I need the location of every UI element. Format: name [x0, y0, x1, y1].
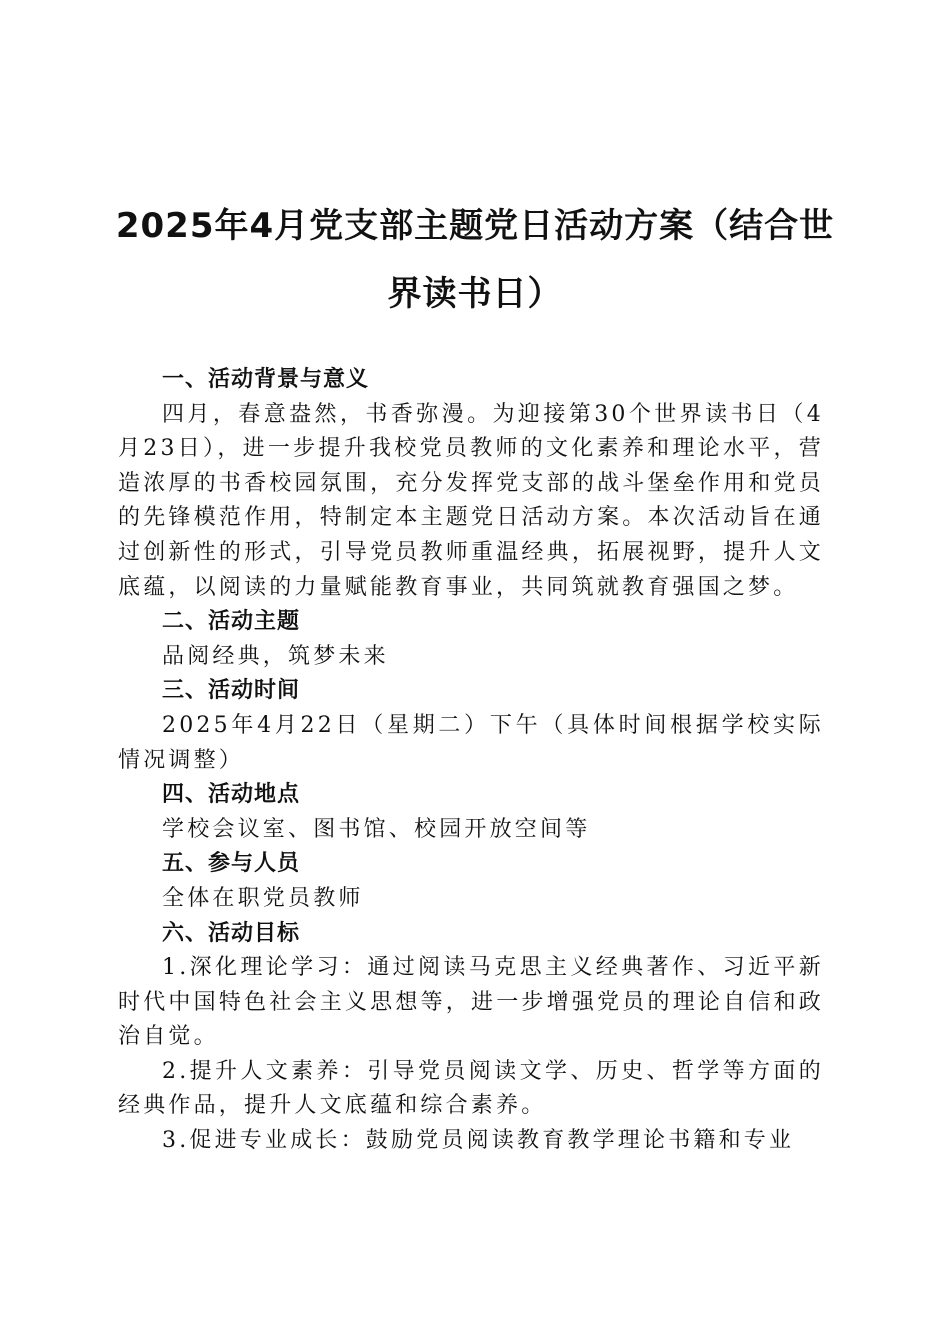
paragraph: 学校会议室、图书馆、校园开放空间等 [162, 816, 591, 842]
section-heading: 四、活动地点 [162, 782, 301, 808]
paragraph: 2.提升人文素养：引导党员阅读文学、历史、哲学等方面的经典作品，提升人文底蕴和综合素养。 [118, 1058, 824, 1119]
section-heading: 二、活动主题 [162, 609, 301, 635]
section-heading: 六、活动目标 [162, 920, 301, 946]
paragraph: 全体在职党员教师 [162, 885, 364, 911]
paragraph: 品阅经典，筑梦未来 [162, 643, 389, 669]
paragraph: 四月，春意盎然，书香弥漫。为迎接第30个世界读书日（4月23日），进一步提升我校党员教师的文化素养和理论水平，营造浓厚的书香校园氛围，充分发挥党支部的战斗堡垒作用和党员的先锋模范作用，特制定本主题党日活动方案。本次活动旨在通过创新性的形式，引导党员教师重温经典，拓展视野，提升人文底蕴，以阅读的力量赋能教育事业，共同筑就教育强国之梦。 [118, 401, 824, 600]
paragraph: 2025年4月22日（星期二）下午（具体时间根据学校实际情况调整） [118, 712, 824, 773]
document-body [118, 363, 824, 1159]
section-heading: 三、活动时间 [162, 678, 301, 704]
section-heading: 一、活动背景与意义 [162, 367, 370, 392]
section-heading: 五、参与人员 [162, 851, 301, 877]
paragraph: 1.深化理论学习：通过阅读马克思主义经典著作、习近平新时代中国特色社会主义思想等，进一步增强党员的理论自信和政治自觉。 [118, 955, 824, 1050]
document-title: 2025年4月党支部主题党日活动方案（结合世界读书日） [115, 206, 835, 314]
paragraph: 3.促进专业成长：鼓励党员阅读教育教学理论书籍和专业 [162, 1128, 795, 1154]
